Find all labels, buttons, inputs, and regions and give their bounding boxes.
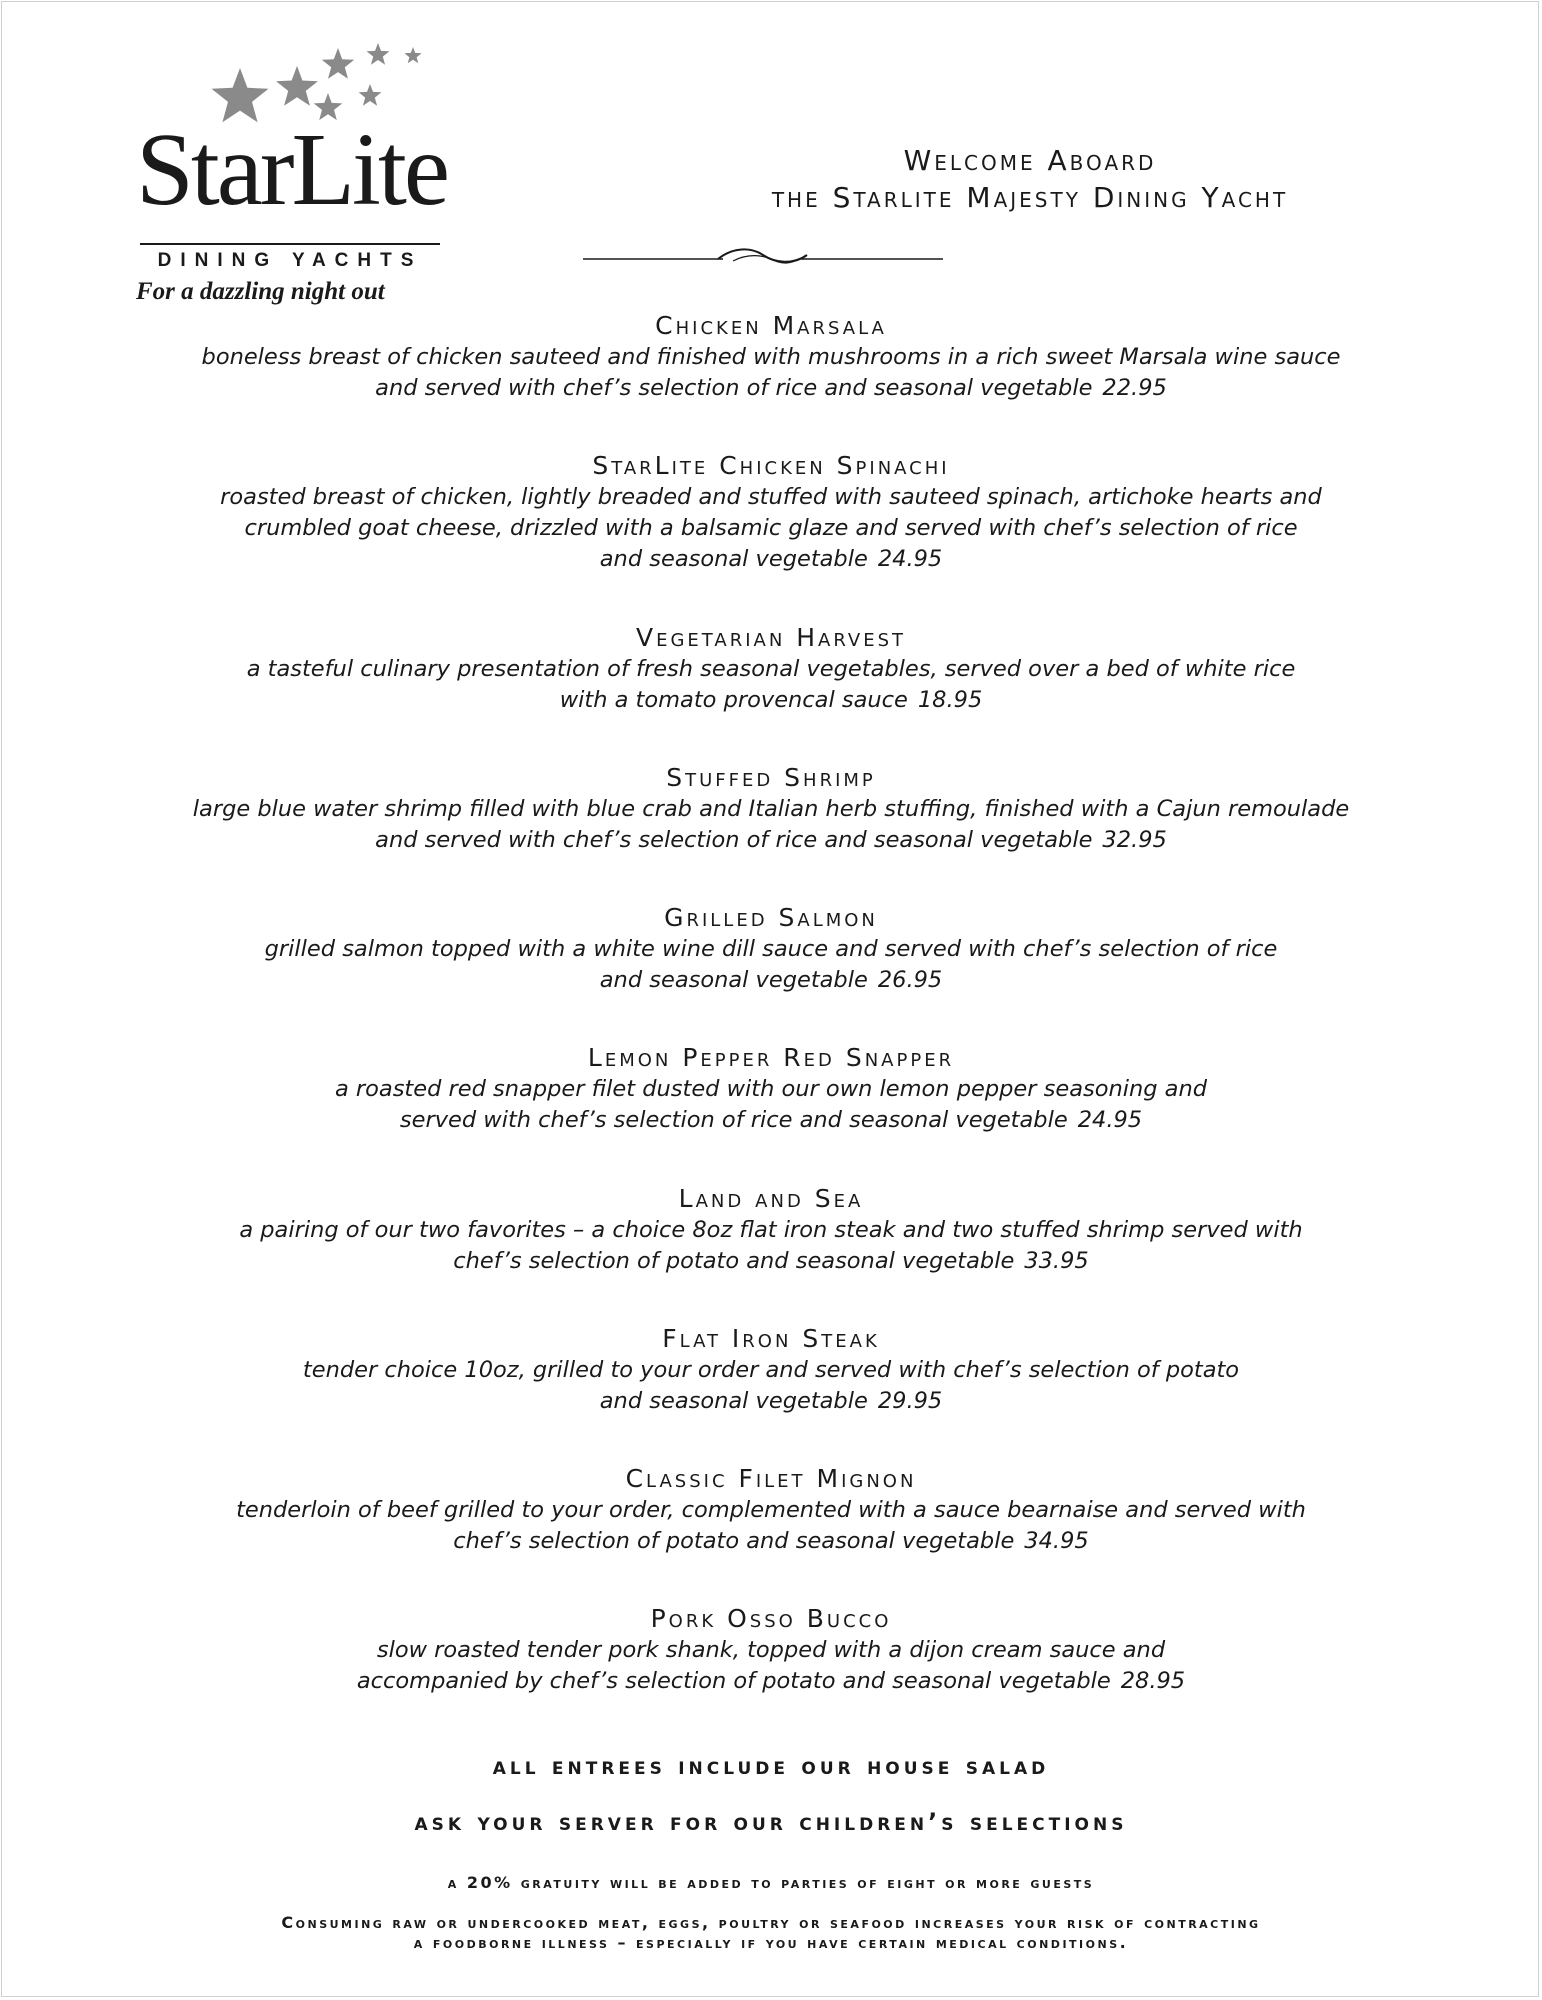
menu-item-title: Vegetarian Harvest [636, 623, 906, 652]
description-text: slow roasted tender pork shank, topped with a dijon cream sauce and [376, 1637, 1166, 1663]
menu-item-price: 24.95 [877, 546, 943, 572]
menu-item [0, 1042, 1542, 1136]
description-line [0, 482, 1542, 513]
menu-item-title: Pork Osso Bucco [650, 1604, 892, 1633]
logo-tagline: For a dazzling night out [136, 278, 385, 305]
menu-item-description [0, 654, 1542, 716]
welcome-line-1: Welcome Aboard [903, 144, 1157, 177]
description-line [0, 373, 1542, 404]
description-line [0, 1215, 1542, 1246]
description-line [0, 1666, 1542, 1697]
menu-item-description [0, 794, 1542, 856]
menu-item-title: Classic Filet Mignon [625, 1464, 917, 1493]
health-warning [0, 1913, 1542, 1953]
description-text: with a tomato provencal sauce [559, 687, 908, 713]
menu-item-title: Lemon Pepper Red Snapper [587, 1043, 955, 1072]
description-line [0, 1386, 1542, 1417]
menu-item-title: Flat Iron Steak [662, 1324, 880, 1353]
description-line [0, 965, 1542, 996]
menu-item-price: 22.95 [1102, 375, 1167, 401]
menu-item-description [0, 1635, 1542, 1697]
menu-item-price: 24.95 [1077, 1107, 1143, 1133]
description-text: chef’s selection of potato and seasonal vegetable [453, 1528, 1015, 1554]
menu-item-price: 29.95 [877, 1388, 943, 1414]
description-text: and seasonal vegetable [599, 1388, 868, 1414]
description-text: a pairing of our two favorites – a choice 8oz flat iron steak and two stuffed shrimp served with [239, 1217, 1303, 1243]
menu-item-description [0, 934, 1542, 996]
logo-divider [140, 243, 440, 245]
menu-item-title: Chicken Marsala [655, 311, 887, 340]
menu-item [0, 762, 1542, 856]
description-text: chef’s selection of potato and seasonal vegetable [453, 1248, 1015, 1274]
star-icon [276, 66, 318, 106]
description-line [0, 825, 1542, 856]
description-text: roasted breast of chicken, lightly breaded and stuffed with sauteed spinach, artichoke hearts and [220, 484, 1322, 510]
health-warning-line-2: a foodborne illness – especially if you have certain medical conditions. [413, 1933, 1129, 1952]
menu-item [0, 450, 1542, 575]
description-text: and seasonal vegetable [599, 967, 868, 993]
description-line [0, 1105, 1542, 1136]
description-text: and served with chef’s selection of rice and seasonal vegetable [375, 827, 1093, 853]
description-line [0, 685, 1542, 716]
description-line [0, 1526, 1542, 1557]
description-line [0, 1074, 1542, 1105]
description-text: tenderloin of beef grilled to your order, complemented with a sauce bearnaise and served with [236, 1497, 1306, 1523]
menu-item [0, 1323, 1542, 1417]
description-text: a roasted red snapper filet dusted with our own lemon pepper seasoning and [334, 1076, 1208, 1102]
description-text: a tasteful culinary presentation of fresh seasonal vegetables, served over a bed of white rice [246, 656, 1296, 682]
children-note: ask your server for our children’s selections [414, 1808, 1128, 1836]
menu-item [0, 310, 1542, 404]
description-line [0, 1495, 1542, 1526]
menu-item-description [0, 342, 1542, 404]
welcome-line-2: the Starlite Majesty Dining Yacht [771, 181, 1289, 214]
description-text: tender choice 10oz, grilled to your order and served with chef’s selection of potato [302, 1357, 1240, 1383]
description-text: grilled salmon topped with a white wine dill sauce and served with chef’s selection of rice [264, 936, 1278, 962]
menu-item-price: 32.95 [1102, 827, 1167, 853]
description-text: accompanied by chef’s selection of potato and seasonal vegetable [356, 1668, 1111, 1694]
menu-item [0, 1603, 1542, 1697]
menu-item-price: 34.95 [1024, 1528, 1089, 1554]
menu-item-title: Land and Sea [678, 1184, 864, 1213]
description-line [0, 544, 1542, 575]
star-icon [322, 48, 354, 79]
welcome-header [640, 142, 1420, 216]
description-text: crumbled goat cheese, drizzled with a balsamic glaze and served with chef’s selection of rice [244, 515, 1298, 541]
description-text: and seasonal vegetable [599, 546, 868, 572]
menu-item [0, 902, 1542, 996]
menu-item-title: Stuffed Shrimp [666, 763, 876, 792]
description-line [0, 342, 1542, 373]
menu-item-price: 33.95 [1024, 1248, 1089, 1274]
description-line [0, 1355, 1542, 1386]
description-text: boneless breast of chicken sauteed and finished with mushrooms in a rich sweet Marsala wine sauce [201, 344, 1341, 370]
health-warning-line-1: Consuming raw or undercooked meat, eggs, poultry or seafood increases your risk of contracting [281, 1913, 1261, 1932]
description-text: large blue water shrimp filled with blue crab and Italian herb stuffing, finished with a Cajun remoulade [192, 796, 1350, 822]
description-line [0, 1246, 1542, 1277]
menu-item-price: 18.95 [917, 687, 983, 713]
description-line [0, 513, 1542, 544]
description-text: and served with chef’s selection of rice and seasonal vegetable [375, 375, 1093, 401]
flourish-divider-icon [583, 243, 943, 273]
menu-item-description [0, 1495, 1542, 1557]
menu-item-description [0, 1215, 1542, 1277]
star-icon [404, 47, 421, 63]
menu-item-description [0, 1074, 1542, 1136]
menu-item [0, 622, 1542, 716]
menu-item-title: Grilled Salmon [664, 903, 878, 932]
description-line [0, 794, 1542, 825]
menu-item-description [0, 1355, 1542, 1417]
description-line [0, 654, 1542, 685]
logo-subtitle: DINING YACHTS [157, 250, 423, 271]
menu-item-title: StarLite Chicken Spinachi [592, 451, 950, 480]
menu-item-price: 26.95 [877, 967, 943, 993]
menu-item-description [0, 482, 1542, 575]
star-icon [367, 43, 390, 65]
menu-item-price: 28.95 [1120, 1668, 1186, 1694]
description-line [0, 1635, 1542, 1666]
description-line [0, 934, 1542, 965]
star-icon [359, 84, 382, 106]
gratuity-note: a 20% gratuity will be added to parties of eight or more guests [447, 1873, 1095, 1892]
starlite-logo [130, 40, 460, 305]
salad-note: all entrees include our house salad [492, 1752, 1050, 1780]
menu-item [0, 1463, 1542, 1557]
logo-name: StarLite [136, 112, 448, 227]
description-text: served with chef’s selection of rice and seasonal vegetable [399, 1107, 1068, 1133]
menu-item [0, 1183, 1542, 1277]
